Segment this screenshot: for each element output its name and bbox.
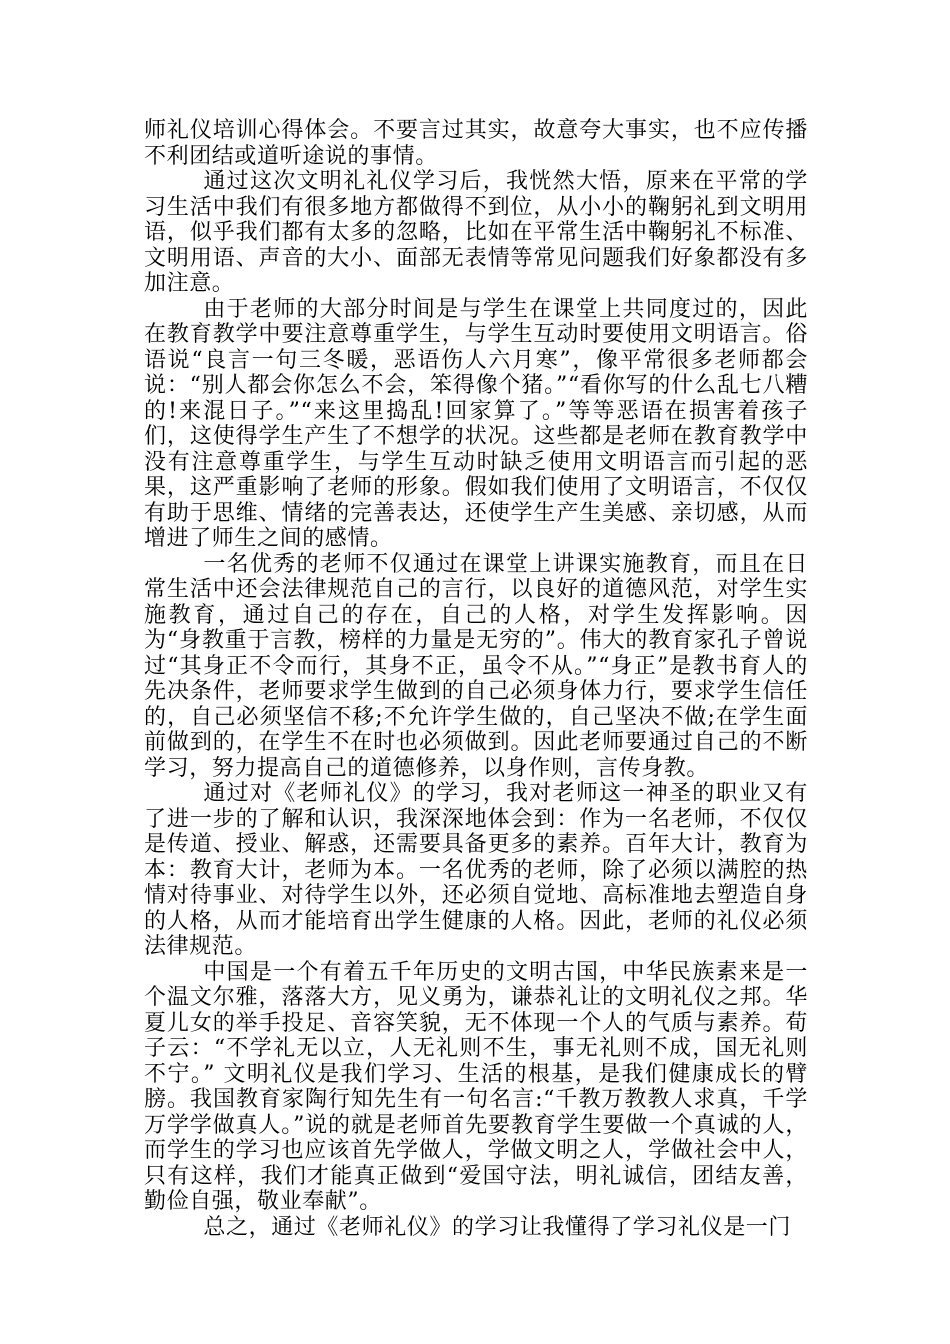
paragraph-6: 中国是一个有着五千年历史的文明古国，中华民族素来是一个温文尔雅，落落大方，见义勇为，谦恭礼让的文明礼仪之邦。华夏儿女的举手投足、音容笑貌，无不体现一个人的气质与素养。荀子云：“不学礼无以立，人无礼则不生，事无礼则不成，国无礼则不宁。” 文明礼仪是我们学习、生活的根基，是我们健康成长的臂膀。我国教育家陶行知先生有一句名言:“千教万教教人求真，千学万学学做真人。”说的就是老师首先要教育学生要做一个真诚的人，而学生的学习也应该首先学做人，学做文明之人，学做社会中人，只有这样，我们才能真正做到“爱国守法，明礼诚信，团结友善，勤俭自强，敬业奉献”。 (144, 959, 808, 1214)
document-body (144, 118, 808, 1240)
paragraph-3: 由于老师的大部分时间是与学生在课堂上共同度过的，因此在教育教学中要注意尊重学生，与学生互动时要使用文明语言。俗语说“良言一句三冬暖，恶语伤人六月寒”，像平常很多老师都会说：“别人都会你怎么不会，笨得像个猪。”“看你写的什么乱七八糟的!来混日子。”“来这里捣乱!回家算了。”等等恶语在损害着孩子们，这使得学生产生了不想学的状况。这些都是老师在教育教学中没有注意尊重学生，与学生互动时缺乏使用文明语言而引起的恶果，这严重影响了老师的形象。假如我们使用了文明语言，不仅仅有助于思维、情绪的完善表达，还使学生产生美感、亲切感，从而增进了师生之间的感情。 (144, 296, 808, 551)
paragraph-2: 通过这次文明礼礼仪学习后，我恍然大悟，原来在平常的学习生活中我们有很多地方都做得不到位，从小小的鞠躬礼到文明用语，似乎我们都有太多的忽略，比如在平常生活中鞠躬礼不标准、文明用语、声音的大小、面部无表情等常见问题我们好象都没有多加注意。 (144, 169, 808, 296)
paragraph-4: 一名优秀的老师不仅通过在课堂上讲课实施教育，而且在日常生活中还会法律规范自己的言行，以良好的道德风范，对学生实施教育，通过自己的存在，自己的人格，对学生发挥影响。因为“身教重于言教，榜样的力量是无穷的”。伟大的教育家孔子曾说过“其身正不令而行，其身不正，虽令不从。”“身正”是教书育人的先决条件，老师要求学生做到的自己必须身体力行，要求学生信任的，自己必须坚信不移;不允许学生做的，自己坚决不做;在学生面前做到的，在学生不在时也必须做到。因此老师要通过自己的不断学习，努力提高自己的道德修养，以身作则，言传身教。 (144, 551, 808, 781)
paragraph-5: 通过对《老师礼仪》的学习，我对老师这一神圣的职业又有了进一步的了解和认识，我深深地体会到：作为一名老师，不仅仅是传道、授业、解惑，还需要具备更多的素养。百年大计，教育为本：教育大计，老师为本。一名优秀的老师，除了必须以满腔的热情对待事业、对待学生以外，还必须自觉地、高标准地去塑造自身的人格，从而才能培育出学生健康的人格。因此，老师的礼仪必须法律规范。 (144, 781, 808, 959)
paragraph-7: 总之，通过《老师礼仪》的学习让我懂得了学习礼仪是一门 (203, 1214, 791, 1240)
paragraph-1: 师礼仪培训心得体会。不要言过其实，故意夸大事实，也不应传播不利团结或道听途说的事情。 (144, 118, 808, 169)
